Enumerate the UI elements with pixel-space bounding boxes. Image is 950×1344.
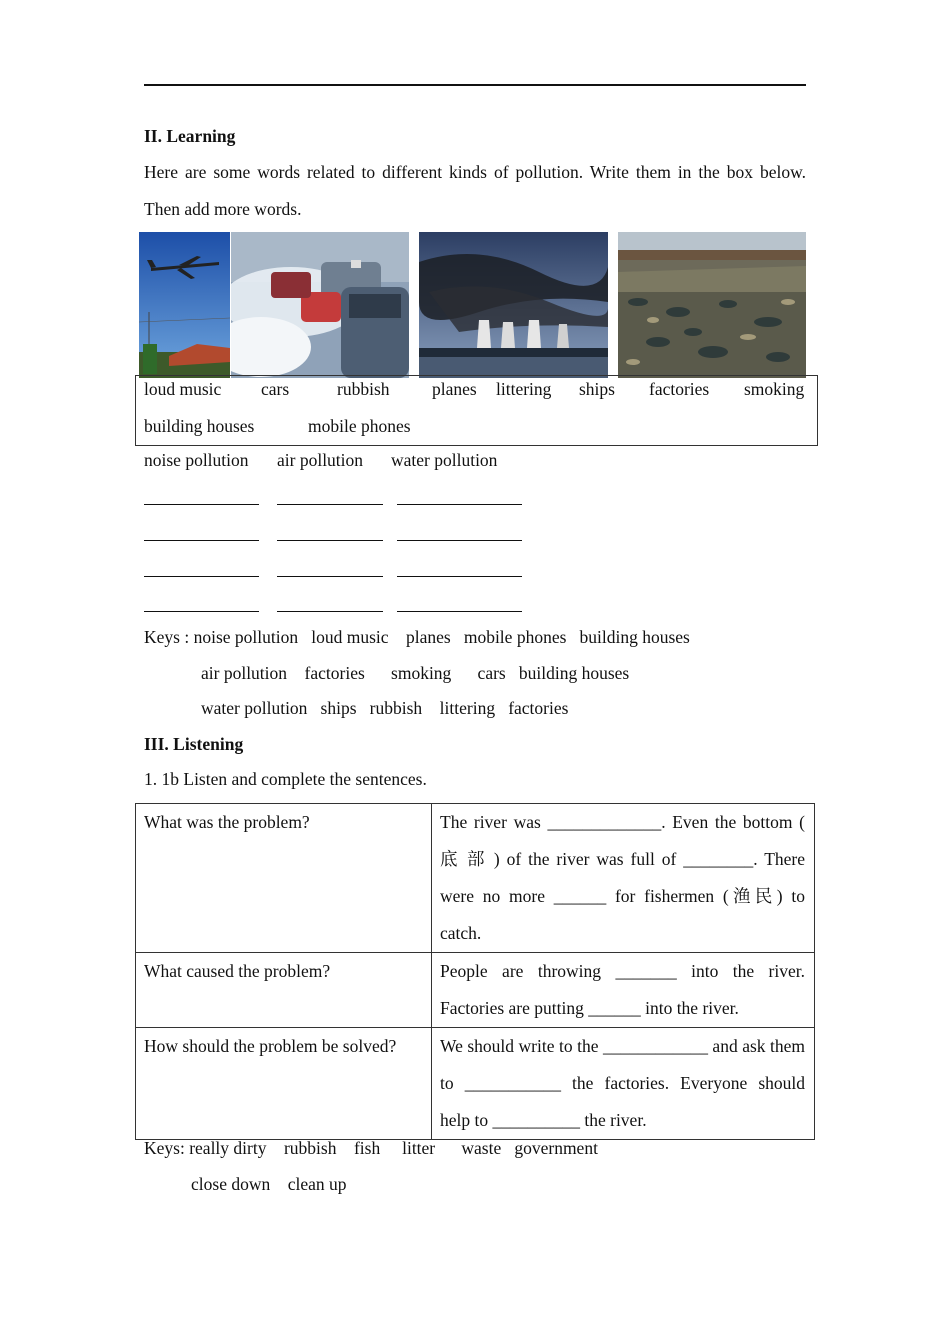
keys2-line-2: close down clean up: [191, 1174, 347, 1194]
word-loud-music: loud music: [144, 379, 222, 399]
word-cars: cars: [261, 379, 290, 399]
answer-cell: We should write to the ____________ and ask them to ___________ the factories. Everyone should help to __________ the river.: [432, 1028, 815, 1140]
top-rule: [144, 84, 806, 86]
category-noise-pollution: noise pollution: [144, 450, 249, 470]
blank-line[interactable]: [277, 504, 383, 505]
blank-line[interactable]: [277, 540, 383, 541]
section-heading-listening: III. Listening: [144, 734, 244, 754]
answer-cell: The river was _____________. Even the bottom ( 底 部 ) of the river was full of ________. There were no more ______ for fishermen (渔民) to catch.: [432, 804, 815, 953]
listening-table: [135, 803, 815, 1140]
word-ships: ships: [579, 379, 615, 399]
photo-factory: [419, 232, 608, 378]
word-factories: factories: [649, 379, 710, 399]
blank-line[interactable]: [397, 611, 522, 612]
blank-line[interactable]: [144, 611, 259, 612]
word-smoking: smoking: [744, 379, 805, 399]
keys-line-1: Keys : noise pollution loud music planes mobile phones building houses: [144, 627, 690, 647]
word-rubbish: rubbish: [337, 379, 390, 399]
category-water-pollution: water pollution: [391, 450, 498, 470]
blank-line[interactable]: [397, 576, 522, 577]
learning-instructions: Here are some words related to different kinds of pollution. Write them in the box below. Then add more words.: [144, 162, 806, 219]
photo-traffic: [231, 232, 409, 378]
photo-plane: [139, 232, 230, 378]
keys-line-3: water pollution ships rubbish littering factories: [201, 698, 569, 718]
blank-line[interactable]: [144, 540, 259, 541]
word-box: [135, 375, 818, 446]
photo-polluted-river: [618, 232, 806, 378]
keys2-line-1: Keys: really dirty rubbish fish litter waste government: [144, 1138, 598, 1158]
question-cell: What caused the problem?: [136, 953, 432, 1028]
blank-line[interactable]: [277, 576, 383, 577]
category-air-pollution: air pollution: [277, 450, 364, 470]
answer-cell: People are throwing _______ into the river. Factories are putting ______ into the river.: [432, 953, 815, 1028]
blank-line[interactable]: [144, 504, 259, 505]
blank-line[interactable]: [277, 611, 383, 612]
section-heading-learning: II. Learning: [144, 126, 236, 146]
word-littering: littering: [496, 379, 552, 399]
question-cell: What was the problem?: [136, 804, 432, 953]
word-mobile-phones: mobile phones: [308, 416, 411, 436]
blank-line[interactable]: [397, 504, 522, 505]
word-building-houses: building houses: [144, 416, 255, 436]
table-row: [136, 953, 815, 1028]
word-planes: planes: [432, 379, 477, 399]
listening-task: 1. 1b Listen and complete the sentences.: [144, 769, 427, 789]
blank-line[interactable]: [144, 576, 259, 577]
blank-line[interactable]: [397, 540, 522, 541]
question-cell: How should the problem be solved?: [136, 1028, 432, 1140]
table-row: [136, 1028, 815, 1140]
keys-line-2: air pollution factories smoking cars building houses: [201, 663, 630, 683]
table-row: [136, 804, 815, 953]
